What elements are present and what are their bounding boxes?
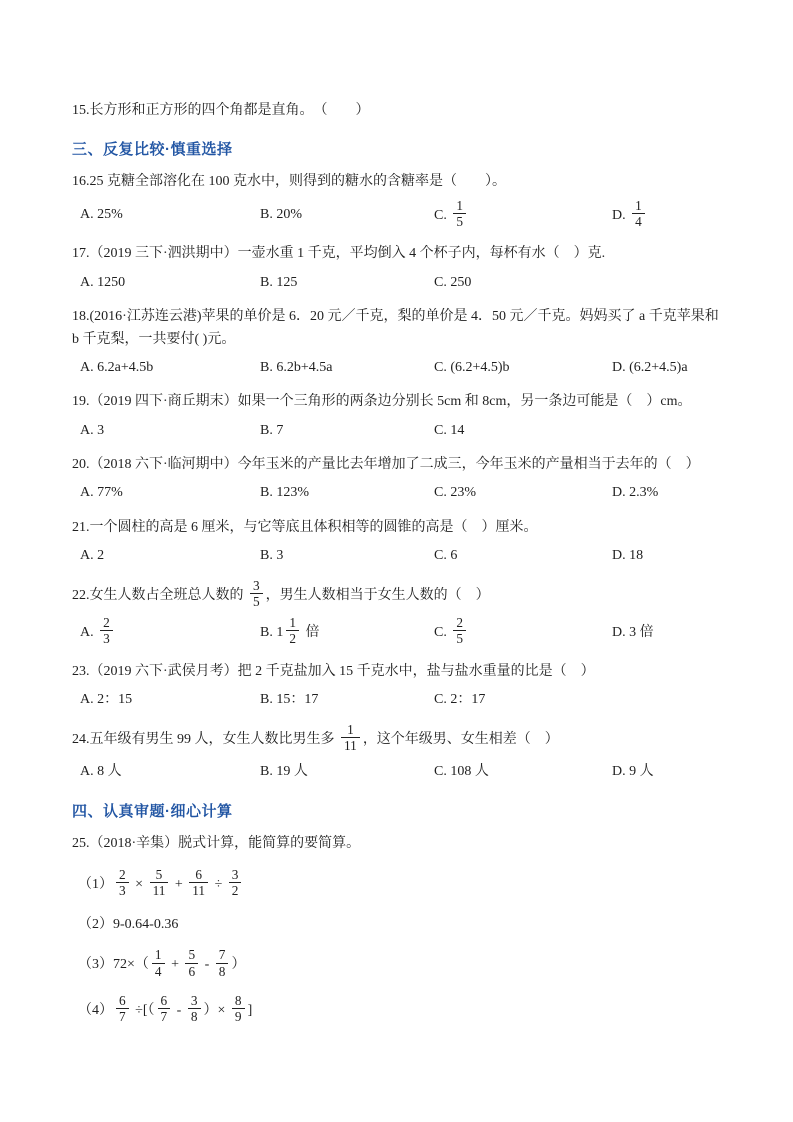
question-20-stem: 20.（2018 六下·临河期中）今年玉米的产量比去年增加了二成三，今年玉米的产量相当于去年的（ ） bbox=[72, 457, 700, 473]
fraction: $\frac{3}{5}$ bbox=[250, 578, 263, 610]
answer-option: A. 77% bbox=[80, 485, 123, 501]
answer-option: D. 3 倍 bbox=[612, 624, 654, 640]
fraction: $\frac{1}{5}$ bbox=[453, 198, 466, 230]
fraction: $\frac{3}{8}$ bbox=[188, 993, 201, 1025]
question-21-options bbox=[72, 545, 723, 567]
fraction: $\frac{5}{6}$ bbox=[185, 947, 198, 979]
question-23-options bbox=[72, 689, 723, 711]
question-19-options bbox=[72, 420, 723, 442]
answer-option: B. 7 bbox=[260, 422, 284, 438]
fraction: $\frac{6}{7}$ bbox=[158, 993, 171, 1025]
fraction: $\frac{1}{4}$ bbox=[152, 947, 165, 979]
question-23-stem: 23.（2019 六下·武侯月考）把 2 千克盐加入 15 千克水中，盐与盐水重量的比是（ ） bbox=[72, 663, 595, 679]
fraction: $\frac{6}{7}$ bbox=[116, 993, 129, 1025]
answer-option: D. 18 bbox=[612, 548, 644, 564]
answer-option: D. $\frac{1}{4}$ bbox=[612, 200, 723, 232]
question-16-options bbox=[72, 197, 723, 232]
question-24-options bbox=[72, 761, 723, 783]
answer-option: D. 9 人 bbox=[612, 764, 654, 780]
answer-option: C. 108 人 bbox=[434, 764, 489, 780]
question-22-stem: 22.女生人数占全班总人数的 $\frac{3}{5}$ ，男生人数相当于女生人数的（ ） bbox=[72, 577, 490, 609]
answer-option: A. 1250 bbox=[80, 274, 126, 290]
answer-option: A. 2 bbox=[80, 548, 105, 564]
answer-option: A. 2：15 bbox=[80, 692, 133, 708]
answer-option: A. $\frac{2}{3}$ bbox=[80, 617, 260, 649]
question-15-stem: 15.长方形和正方形的四个角都是直角。 （ ） bbox=[72, 103, 370, 118]
answer-option: B. 1 $\frac{1}{2}$ 倍 bbox=[260, 615, 320, 647]
question-17-options bbox=[72, 272, 723, 294]
answer-option: B. 20% bbox=[260, 207, 302, 223]
fraction: $\frac{8}{9}$ bbox=[232, 993, 245, 1025]
answer-option: C. 23% bbox=[434, 485, 476, 501]
answer-option: C. (6.2+4.5)b bbox=[434, 359, 510, 375]
question-17-stem: 17.（2019 三下·泗洪期中）一壶水重 1 千克，平均倒入 4 个杯子内，每杯有水（ ）克. bbox=[72, 246, 606, 262]
fraction: $\frac{1}{11}$ bbox=[341, 722, 360, 754]
fraction: $\frac{5}{11}$ bbox=[150, 867, 169, 899]
answer-option: B. 6.2b+4.5a bbox=[260, 359, 333, 375]
answer-option: C. $\frac{1}{5}$ bbox=[434, 200, 612, 232]
answer-option: B. 123% bbox=[260, 485, 309, 501]
question-25-part-4: （4） $\frac{6}{7}$ ÷[（ $\frac{6}{7}$ - $\frac{3}{8}$ ）× $\frac{8}{9}$ ] bbox=[78, 993, 253, 1025]
answer-option: A. 8 人 bbox=[80, 764, 122, 780]
question-20-options bbox=[72, 482, 723, 504]
section-4-heading: 四、认真审题·细心计算 bbox=[72, 802, 233, 820]
answer-option: C. 6 bbox=[434, 548, 458, 564]
question-25-part-1: （1） $\frac{2}{3}$ × $\frac{5}{11}$ + $\frac{6}{11}$ ÷ $\frac{3}{2}$ bbox=[72, 869, 723, 901]
question-24-stem: 24.五年级有男生 99 人，女生人数比男生多 $\frac{1}{11}$ ，这个年级男、女生相差（ ） bbox=[72, 721, 559, 753]
question-19-stem: 19.（2019 四下·商丘期末）如果一个三角形的两条边分别长 5cm 和 8cm，另一条边可能是（ ）cm。 bbox=[72, 394, 692, 410]
fraction: $\frac{2}{5}$ bbox=[453, 615, 466, 647]
answer-option: A. 3 bbox=[80, 422, 105, 438]
fraction: $\frac{3}{2}$ bbox=[229, 867, 242, 899]
answer-option: B. 19 人 bbox=[260, 764, 308, 780]
answer-option: C. 250 bbox=[434, 274, 472, 290]
answer-option: D. (6.2+4.5)a bbox=[612, 359, 688, 375]
question-25-part-2: （2）9-0.64-0.36 bbox=[78, 917, 179, 933]
answer-option: A. 25% bbox=[80, 207, 123, 223]
fraction: $\frac{1}{4}$ bbox=[632, 198, 645, 230]
fraction: $\frac{2}{3}$ bbox=[116, 867, 129, 899]
answer-option: B. 15：17 bbox=[260, 692, 319, 708]
question-22-options bbox=[72, 617, 723, 649]
section-3-heading: 三、反复比较·慎重选择 bbox=[72, 141, 233, 159]
answer-option: C. 14 bbox=[434, 422, 465, 438]
question-21-stem: 21.一个圆柱的高是 6 厘米，与它等底且体积相等的圆锥的高是（ ）厘米。 bbox=[72, 519, 538, 535]
fraction: $\frac{6}{11}$ bbox=[189, 867, 208, 899]
question-18-options bbox=[72, 357, 723, 379]
answer-option: C. 2：17 bbox=[434, 692, 486, 708]
fraction: $\frac{7}{8}$ bbox=[216, 947, 229, 979]
answer-option: B. 125 bbox=[260, 274, 298, 290]
question-25-part-3: （3）72×（ $\frac{1}{4}$ + $\frac{5}{6}$ - $\frac{7}{8}$ ） bbox=[78, 947, 246, 979]
fraction: $\frac{2}{3}$ bbox=[100, 615, 113, 647]
fraction: $\frac{1}{2}$ bbox=[286, 615, 299, 647]
question-18-stem: 18.(2016·江苏连云港)苹果的单价是 6．20 元／千克，梨的单价是 4．50 元／千克。妈妈买了 a 千克苹果和 b 千克梨，一共要付( )元。 bbox=[72, 309, 719, 347]
question-25-stem: 25.（2018·辛集）脱式计算，能简算的要简算。 bbox=[72, 835, 361, 851]
answer-option: A. 6.2a+4.5b bbox=[80, 359, 154, 375]
question-16-stem: 16.25 克糖全部溶化在 100 克水中，则得到的糖水的含糖率是（ ）。 bbox=[72, 174, 506, 190]
answer-option: B. 3 bbox=[260, 548, 284, 564]
answer-option: D. 2.3% bbox=[612, 485, 659, 501]
answer-option: C. $\frac{2}{5}$ bbox=[434, 617, 612, 649]
